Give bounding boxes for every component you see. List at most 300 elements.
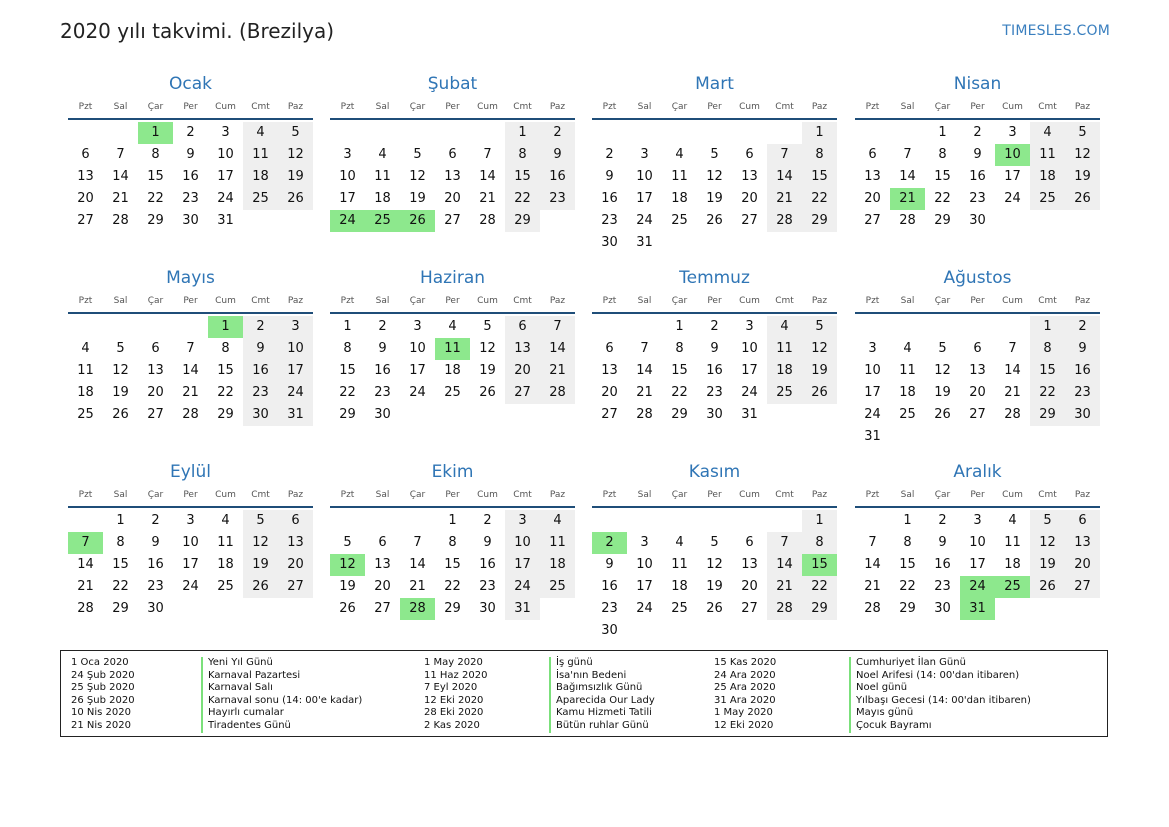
day-cell: 29 (934, 213, 951, 228)
day-cell: 21 (112, 191, 129, 206)
day-cell: 15 (112, 557, 129, 572)
day-cell: 10 (505, 532, 540, 554)
day-cell: 10 (217, 147, 234, 162)
weekday-label: Pzt (865, 490, 880, 500)
month-calendar (330, 264, 575, 426)
weekday-label: Cmt (251, 102, 270, 112)
day-cell: 7 (1008, 341, 1017, 356)
day-cell: 25 (540, 576, 575, 598)
weekday-label: Çar (147, 296, 164, 306)
legend-holiday-name: Yeni Yıl Günü (201, 657, 362, 670)
day-cell: 14 (864, 557, 881, 572)
day-cell: 1 (938, 125, 947, 140)
legend-holiday-name: İsa'nın Bedeni (549, 670, 655, 683)
month-name: Mart (695, 74, 734, 94)
day-cell: 21 (409, 579, 426, 594)
empty-cell (592, 316, 627, 338)
day-cell: 5 (938, 341, 947, 356)
day-cell: 30 (1065, 404, 1100, 426)
weekday-label: Çar (934, 102, 951, 112)
legend-holiday-name: Karnaval sonu (14: 00'e kadar) (201, 695, 362, 708)
weekday-label: Cmt (1038, 296, 1057, 306)
day-cell: 13 (77, 169, 94, 184)
legend-date: 1 Oca 2020 (71, 657, 129, 668)
day-cell: 23 (601, 213, 618, 228)
day-cell: 16 (601, 191, 618, 206)
weekday-label: Pzt (602, 296, 617, 306)
day-cell: 25 (243, 188, 278, 210)
day-cell: 6 (868, 147, 877, 162)
day-cell: 30 (374, 407, 391, 422)
day-cell: 16 (540, 166, 575, 188)
day-cell: 26 (112, 407, 129, 422)
month-name: Nisan (953, 74, 1002, 94)
day-cell: 9 (710, 341, 719, 356)
legend-holiday-name: Karnaval Salı (201, 682, 362, 695)
day-cell: 13 (1065, 532, 1100, 554)
day-cell: 26 (706, 601, 723, 616)
weekday-label: Paz (811, 490, 828, 500)
holiday-day: 21 (890, 188, 925, 210)
day-cell: 28 (112, 213, 129, 228)
day-grid (330, 122, 575, 232)
day-cell: 24 (505, 576, 540, 598)
day-cell: 6 (505, 316, 540, 338)
empty-cell (890, 316, 925, 338)
day-cell: 4 (448, 319, 457, 334)
day-cell: 15 (147, 169, 164, 184)
weekday-label: Cum (215, 296, 236, 306)
weekday-label: Sal (637, 490, 652, 500)
day-cell: 27 (444, 213, 461, 228)
empty-cell (855, 122, 890, 144)
day-cell: 27 (741, 213, 758, 228)
legend-holiday-name: Aparecida Our Lady (549, 695, 655, 708)
legend-date: 2 Kas 2020 (424, 719, 480, 731)
day-cell: 11 (374, 169, 391, 184)
day-cell: 6 (745, 147, 754, 162)
empty-cell (68, 122, 103, 144)
day-cell: 26 (934, 407, 951, 422)
day-cell: 8 (343, 341, 352, 356)
weekday-label: Çar (934, 296, 951, 306)
day-cell: 27 (278, 576, 313, 598)
day-cell: 16 (934, 557, 951, 572)
day-cell: 20 (1065, 554, 1100, 576)
legend-date: 1 May 2020 (714, 707, 773, 719)
legend-holiday-name: Noel Arifesi (14: 00'dan itibaren) (849, 670, 1031, 683)
day-cell: 12 (243, 532, 278, 554)
empty-cell (662, 510, 697, 532)
weekday-label: Cum (477, 102, 498, 112)
day-cell: 20 (444, 191, 461, 206)
day-cell: 10 (278, 338, 313, 360)
day-cell: 18 (77, 385, 94, 400)
legend-holiday-name: Kamu Hizmeti Tatili (549, 707, 655, 720)
day-cell: 18 (767, 360, 802, 382)
legend-date: 11 Haz 2020 (424, 669, 488, 681)
day-cell: 29 (802, 210, 837, 232)
day-cell: 3 (221, 125, 230, 140)
weekday-label: Cmt (513, 490, 532, 500)
holiday-day: 25 (995, 576, 1030, 598)
day-cell: 19 (706, 579, 723, 594)
holiday-day: 28 (400, 598, 435, 620)
month-name: Kasım (688, 462, 741, 482)
day-cell: 27 (864, 213, 881, 228)
day-cell: 22 (802, 576, 837, 598)
day-cell: 8 (505, 144, 540, 166)
legend-date: 12 Eki 2020 (424, 694, 484, 706)
weekday-label: Cum (477, 296, 498, 306)
day-cell: 16 (243, 360, 278, 382)
weekday-label: Çar (147, 102, 164, 112)
day-cell: 5 (1030, 510, 1065, 532)
day-cell: 10 (182, 535, 199, 550)
legend-date: 15 Kas 2020 (714, 657, 777, 668)
day-cell: 20 (741, 191, 758, 206)
day-cell: 31 (278, 404, 313, 426)
day-cell: 9 (938, 535, 947, 550)
day-cell: 24 (1004, 191, 1021, 206)
day-cell: 8 (448, 535, 457, 550)
empty-cell (767, 510, 802, 532)
month-calendar (855, 70, 1100, 232)
legend-date: 12 Eki 2020 (714, 719, 774, 731)
day-cell: 2 (938, 513, 947, 528)
weekday-label: Paz (811, 296, 828, 306)
day-cell: 2 (710, 319, 719, 334)
day-cell: 14 (77, 557, 94, 572)
weekday-label: Cum (1002, 296, 1023, 306)
day-cell: 15 (671, 363, 688, 378)
day-cell: 6 (745, 535, 754, 550)
day-cell: 27 (77, 213, 94, 228)
day-cell: 22 (444, 579, 461, 594)
day-cell: 23 (601, 601, 618, 616)
weekday-label: Per (707, 490, 722, 500)
day-cell: 10 (339, 169, 356, 184)
day-cell: 23 (182, 191, 199, 206)
day-cell: 11 (671, 557, 688, 572)
empty-cell (400, 510, 435, 532)
day-cell: 13 (969, 363, 986, 378)
empty-cell (662, 122, 697, 144)
weekday-label: Pzt (340, 490, 355, 500)
day-cell: 29 (1030, 404, 1065, 426)
day-cell: 19 (339, 579, 356, 594)
day-cell: 10 (969, 535, 986, 550)
weekday-label: Sal (900, 102, 915, 112)
day-cell: 19 (479, 363, 496, 378)
day-cell: 26 (243, 576, 278, 598)
day-cell: 24 (217, 191, 234, 206)
day-cell: 6 (448, 147, 457, 162)
weekday-label: Cmt (1038, 490, 1057, 500)
day-cell: 16 (147, 557, 164, 572)
day-cell: 10 (636, 557, 653, 572)
weekday-label: Cum (739, 296, 760, 306)
day-cell: 14 (182, 363, 199, 378)
weekday-label: Cum (739, 102, 760, 112)
legend-date: 10 Nis 2020 (71, 707, 131, 719)
month-name: Aralık (953, 462, 1002, 482)
day-cell: 12 (112, 363, 129, 378)
legend-holiday-name: Bağımsızlık Günü (549, 682, 655, 695)
day-cell: 12 (1030, 532, 1065, 554)
weekday-label: Sal (375, 102, 390, 112)
weekday-label: Pzt (340, 296, 355, 306)
day-cell: 17 (505, 554, 540, 576)
day-cell: 26 (706, 213, 723, 228)
day-cell: 22 (802, 188, 837, 210)
month-name: Ocak (169, 74, 212, 94)
legend-date: 1 May 2020 (424, 657, 483, 668)
legend-dates (71, 657, 135, 733)
day-cell: 8 (1030, 338, 1065, 360)
weekday-label: Paz (287, 102, 304, 112)
weekday-label: Cmt (775, 490, 794, 500)
legend-date: 24 Şub 2020 (71, 669, 135, 681)
month-name: Şubat (427, 74, 478, 94)
weekday-label: Sal (637, 102, 652, 112)
day-cell: 8 (116, 535, 125, 550)
day-cell: 30 (182, 213, 199, 228)
day-cell: 19 (706, 191, 723, 206)
month-calendar (855, 458, 1100, 620)
day-cell: 24 (636, 601, 653, 616)
month-name: Eylül (169, 462, 212, 482)
empty-cell (890, 122, 925, 144)
day-cell: 5 (343, 535, 352, 550)
empty-cell (592, 510, 627, 532)
day-cell: 28 (767, 210, 802, 232)
day-cell: 18 (899, 385, 916, 400)
day-cell: 26 (1065, 188, 1100, 210)
day-cell: 26 (802, 382, 837, 404)
weekday-label: Sal (113, 490, 128, 500)
day-cell: 2 (973, 125, 982, 140)
day-cell: 26 (278, 188, 313, 210)
legend-holiday-name: Bütün ruhlar Günü (549, 720, 655, 733)
weekday-label: Paz (549, 102, 566, 112)
day-cell: 22 (339, 385, 356, 400)
weekday-label: Cum (477, 490, 498, 500)
day-cell: 13 (147, 363, 164, 378)
day-cell: 8 (802, 144, 837, 166)
legend-holiday-name: Yılbaşı Gecesi (14: 00'dan itibaren) (849, 695, 1031, 708)
day-cell: 2 (1065, 316, 1100, 338)
day-cell: 15 (339, 363, 356, 378)
holiday-day: 24 (330, 210, 365, 232)
day-cell: 1 (1030, 316, 1065, 338)
holiday-day: 24 (960, 576, 995, 598)
day-cell: 9 (605, 169, 614, 184)
day-cell: 17 (636, 579, 653, 594)
day-cell: 22 (112, 579, 129, 594)
day-cell: 19 (1030, 554, 1065, 576)
weekday-label: Per (970, 490, 985, 500)
day-cell: 16 (969, 169, 986, 184)
day-cell: 13 (741, 557, 758, 572)
day-cell: 28 (636, 407, 653, 422)
weekday-label: Sal (900, 490, 915, 500)
day-cell: 7 (540, 316, 575, 338)
holiday-day: 12 (330, 554, 365, 576)
day-cell: 28 (767, 598, 802, 620)
day-cell: 14 (540, 338, 575, 360)
day-cell: 7 (640, 341, 649, 356)
day-cell: 17 (339, 191, 356, 206)
empty-cell (732, 122, 767, 144)
weekday-label: Per (183, 102, 198, 112)
month-calendar (330, 458, 575, 620)
weekday-label: Cmt (251, 296, 270, 306)
day-cell: 19 (278, 166, 313, 188)
day-cell: 11 (767, 338, 802, 360)
day-cell: 22 (505, 188, 540, 210)
day-grid (855, 510, 1100, 620)
holiday-legend (60, 650, 1108, 737)
day-grid (855, 316, 1100, 448)
weekday-header (855, 486, 1100, 508)
day-cell: 21 (479, 191, 496, 206)
day-cell: 25 (671, 601, 688, 616)
holiday-day: 11 (435, 338, 470, 360)
weekday-label: Çar (671, 490, 688, 500)
day-cell: 16 (182, 169, 199, 184)
empty-cell (627, 122, 662, 144)
day-cell: 5 (483, 319, 492, 334)
empty-cell (330, 510, 365, 532)
day-cell: 3 (973, 513, 982, 528)
legend-date: 28 Eki 2020 (424, 707, 484, 719)
empty-cell (365, 122, 400, 144)
day-cell: 31 (741, 407, 758, 422)
weekday-label: Cmt (251, 490, 270, 500)
empty-cell (103, 122, 138, 144)
day-cell: 12 (1065, 144, 1100, 166)
weekday-header (330, 98, 575, 120)
day-cell: 4 (81, 341, 90, 356)
day-cell: 1 (343, 319, 352, 334)
empty-cell (627, 510, 662, 532)
day-cell: 17 (636, 191, 653, 206)
weekday-header (68, 486, 313, 508)
day-cell: 17 (741, 363, 758, 378)
day-cell: 20 (601, 385, 618, 400)
weekday-label: Paz (811, 102, 828, 112)
month-name: Ağustos (943, 268, 1012, 288)
day-cell: 30 (243, 404, 278, 426)
day-cell: 14 (112, 169, 129, 184)
day-cell: 22 (1030, 382, 1065, 404)
weekday-label: Cum (215, 102, 236, 112)
day-cell: 29 (112, 601, 129, 616)
day-cell: 7 (767, 144, 802, 166)
day-cell: 12 (409, 169, 426, 184)
day-cell: 28 (540, 382, 575, 404)
day-cell: 23 (706, 385, 723, 400)
weekday-label: Per (183, 296, 198, 306)
day-cell: 6 (151, 341, 160, 356)
empty-cell (435, 122, 470, 144)
day-cell: 31 (864, 429, 881, 444)
weekday-label: Per (445, 490, 460, 500)
holiday-day: 10 (995, 144, 1030, 166)
day-cell: 27 (147, 407, 164, 422)
day-cell: 20 (77, 191, 94, 206)
day-cell: 29 (899, 601, 916, 616)
day-cell: 30 (601, 235, 618, 250)
day-cell: 9 (1065, 338, 1100, 360)
day-cell: 8 (675, 341, 684, 356)
day-cell: 16 (706, 363, 723, 378)
day-cell: 29 (802, 598, 837, 620)
day-cell: 17 (409, 363, 426, 378)
day-cell: 23 (243, 382, 278, 404)
empty-cell (592, 122, 627, 144)
legend-dates (424, 657, 487, 733)
day-cell: 1 (802, 122, 837, 144)
day-cell: 18 (1004, 557, 1021, 572)
day-cell: 11 (899, 363, 916, 378)
empty-cell (138, 316, 173, 338)
day-cell: 18 (444, 363, 461, 378)
day-cell: 16 (374, 363, 391, 378)
day-cell: 7 (483, 147, 492, 162)
legend-date: 7 Eyl 2020 (424, 682, 478, 694)
page-title: 2020 yılı takvimi. (Brezilya) (60, 19, 335, 43)
holiday-day: 15 (802, 554, 837, 576)
weekday-header (592, 292, 837, 314)
day-cell: 18 (217, 557, 234, 572)
day-cell: 3 (1008, 125, 1017, 140)
day-cell: 9 (186, 147, 195, 162)
day-cell: 14 (767, 166, 802, 188)
legend-holiday-name: Mayıs günü (849, 707, 1031, 720)
day-cell: 24 (636, 213, 653, 228)
empty-cell (68, 316, 103, 338)
weekday-label: Sal (375, 296, 390, 306)
day-cell: 14 (409, 557, 426, 572)
day-cell: 14 (767, 554, 802, 576)
day-cell: 3 (640, 535, 649, 550)
legend-holiday-name: Çocuk Bayramı (849, 720, 1031, 733)
legend-holiday-name: Karnaval Pazartesi (201, 670, 362, 683)
day-cell: 5 (710, 535, 719, 550)
weekday-label: Sal (113, 102, 128, 112)
day-cell: 28 (899, 213, 916, 228)
empty-cell (470, 122, 505, 144)
day-cell: 17 (278, 360, 313, 382)
site-link[interactable]: TIMESLES.COM (1002, 23, 1110, 39)
day-cell: 22 (934, 191, 951, 206)
weekday-label: Pzt (602, 490, 617, 500)
weekday-label: Paz (1074, 490, 1091, 500)
day-cell: 30 (706, 407, 723, 422)
empty-cell (855, 510, 890, 532)
day-cell: 21 (540, 360, 575, 382)
day-cell: 3 (186, 513, 195, 528)
legend-holiday-name: Hayırlı cumalar (201, 707, 362, 720)
weekday-label: Cum (1002, 102, 1023, 112)
weekday-label: Per (707, 296, 722, 306)
legend-holiday-name: İş günü (549, 657, 655, 670)
day-cell: 9 (151, 535, 160, 550)
day-cell: 17 (969, 557, 986, 572)
day-cell: 5 (413, 147, 422, 162)
